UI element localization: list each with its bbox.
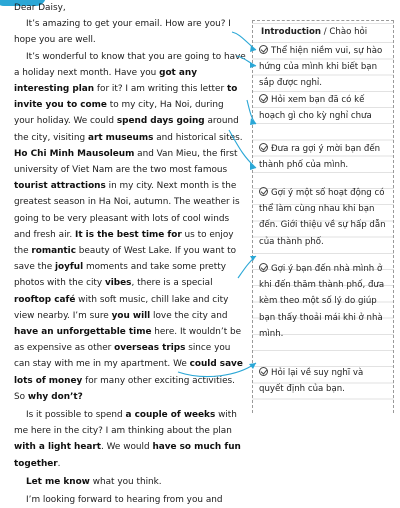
text-run: with me here in the city? I am thinking about the plan [14, 410, 237, 437]
note-item-4: Gợi ý một số hoạt động có thể làm cùng nhau khi bạn đến. Giới thiệu về sự hấp dẫn của thành phố. [259, 188, 386, 247]
highlighted-phrase: why don’t? [27, 391, 83, 402]
greeting: Dear Daisy, [14, 3, 66, 13]
note-item-1: Thể hiện niềm vui, sự hào hứng của mình khi biết bạn sắp được nghỉ. [259, 46, 383, 89]
text-run: to my city, Ha Noi, during your holiday. We could [14, 100, 224, 127]
text-run: and Van Mieu, the first university of Viet Nam are the two most famous [14, 148, 238, 176]
paragraph-3 [14, 407, 246, 472]
text-run: for many other exciting activities. So [14, 375, 235, 402]
note-item-5: Gợi ý bạn đến nhà mình ở khi đến thăm thành phố, đưa kèm theo một số lý do giúp bạn thấy thoải mái khi ở nhà mình. [259, 264, 385, 339]
paragraph-1: It’s amazing to get your email. How are you? I hope you are well. [14, 19, 231, 46]
text-run: . [57, 458, 61, 469]
paragraph-4 [14, 474, 246, 490]
highlighted-phrase: could save lots of money [14, 359, 243, 386]
notes-heading-bold: Introduction [261, 27, 322, 37]
text-run: Is it possible to spend [26, 410, 126, 421]
highlighted-phrase: overseas trips [114, 343, 186, 354]
text-run: with soft music, chill lake and city view nearby. I’m sure [14, 294, 229, 321]
text-run: . We would [101, 442, 153, 453]
connector-arrow-4 [229, 130, 256, 168]
highlighted-phrase: art museums [87, 132, 154, 143]
highlighted-phrase: rooftop café [14, 294, 76, 305]
paragraph-5: I’m looking forward to hearing from you and [26, 495, 223, 506]
highlighted-phrase: joyful [54, 262, 84, 273]
highlighted-phrase: a couple of weeks [125, 410, 216, 421]
text-run: here. It wouldn’t be as expensive as other [14, 327, 242, 354]
text-run: beauty of West Lake. If you want to save the [14, 246, 237, 273]
text-run: us to enjoy the [14, 229, 234, 257]
highlighted-phrase: with a light heart [14, 442, 102, 453]
highlighted-phrase: have so much fun together [14, 442, 241, 469]
text-run: around the city, visiting [14, 116, 239, 143]
highlighted-phrase: tourist attractions [14, 181, 106, 192]
text-run: in my city. Next month is the greatest season in Ha Noi, autumn. The weather is going to be very pleasant with lots of cool winds and fresh air. [14, 181, 240, 240]
text-run: It’s wonderful to know that you are going to have a holiday next month. Have you [14, 51, 246, 78]
note-item-3: Đưa ra gợi ý mời bạn đến thành phố của mình. [259, 144, 381, 171]
text-run: , there is a special [131, 278, 213, 289]
note-item-6: Hỏi lại về suy nghĩ và quyết định của bạn. [259, 368, 364, 395]
text-run: since you can stay with me in my apartment. We [14, 343, 231, 370]
notes-heading-rest: / Chào hỏi [321, 27, 368, 37]
text-run: moments and take some pretty photos with the city [14, 262, 226, 289]
text-run: love the city and [150, 310, 228, 321]
note-item-2: Hỏi xem bạn đã có kế hoạch gì cho kỳ nghỉ chưa [259, 95, 372, 122]
text-run: for it? I am writing this letter [94, 84, 227, 95]
paragraph-4-rest: what you think. [89, 476, 162, 487]
highlighted-phrase: It is the best time for [75, 229, 182, 240]
highlighted-phrase: to invite you to come [14, 84, 238, 111]
let-me-know: Let me know [26, 476, 90, 487]
highlighted-phrase: you will [111, 310, 151, 321]
highlighted-phrase: vibes [104, 278, 132, 289]
highlighted-phrase: spend days going [116, 116, 205, 127]
highlighted-phrase: have an unforgettable time [14, 327, 152, 338]
highlighted-phrase: romantic [31, 246, 76, 257]
connector-arrow-6 [178, 363, 256, 377]
highlighted-phrase: got any interesting plan [14, 67, 197, 95]
text-run: and historical sites. [153, 132, 243, 143]
highlighted-phrase: Ho Chi Minh Mausoleum [14, 148, 135, 159]
